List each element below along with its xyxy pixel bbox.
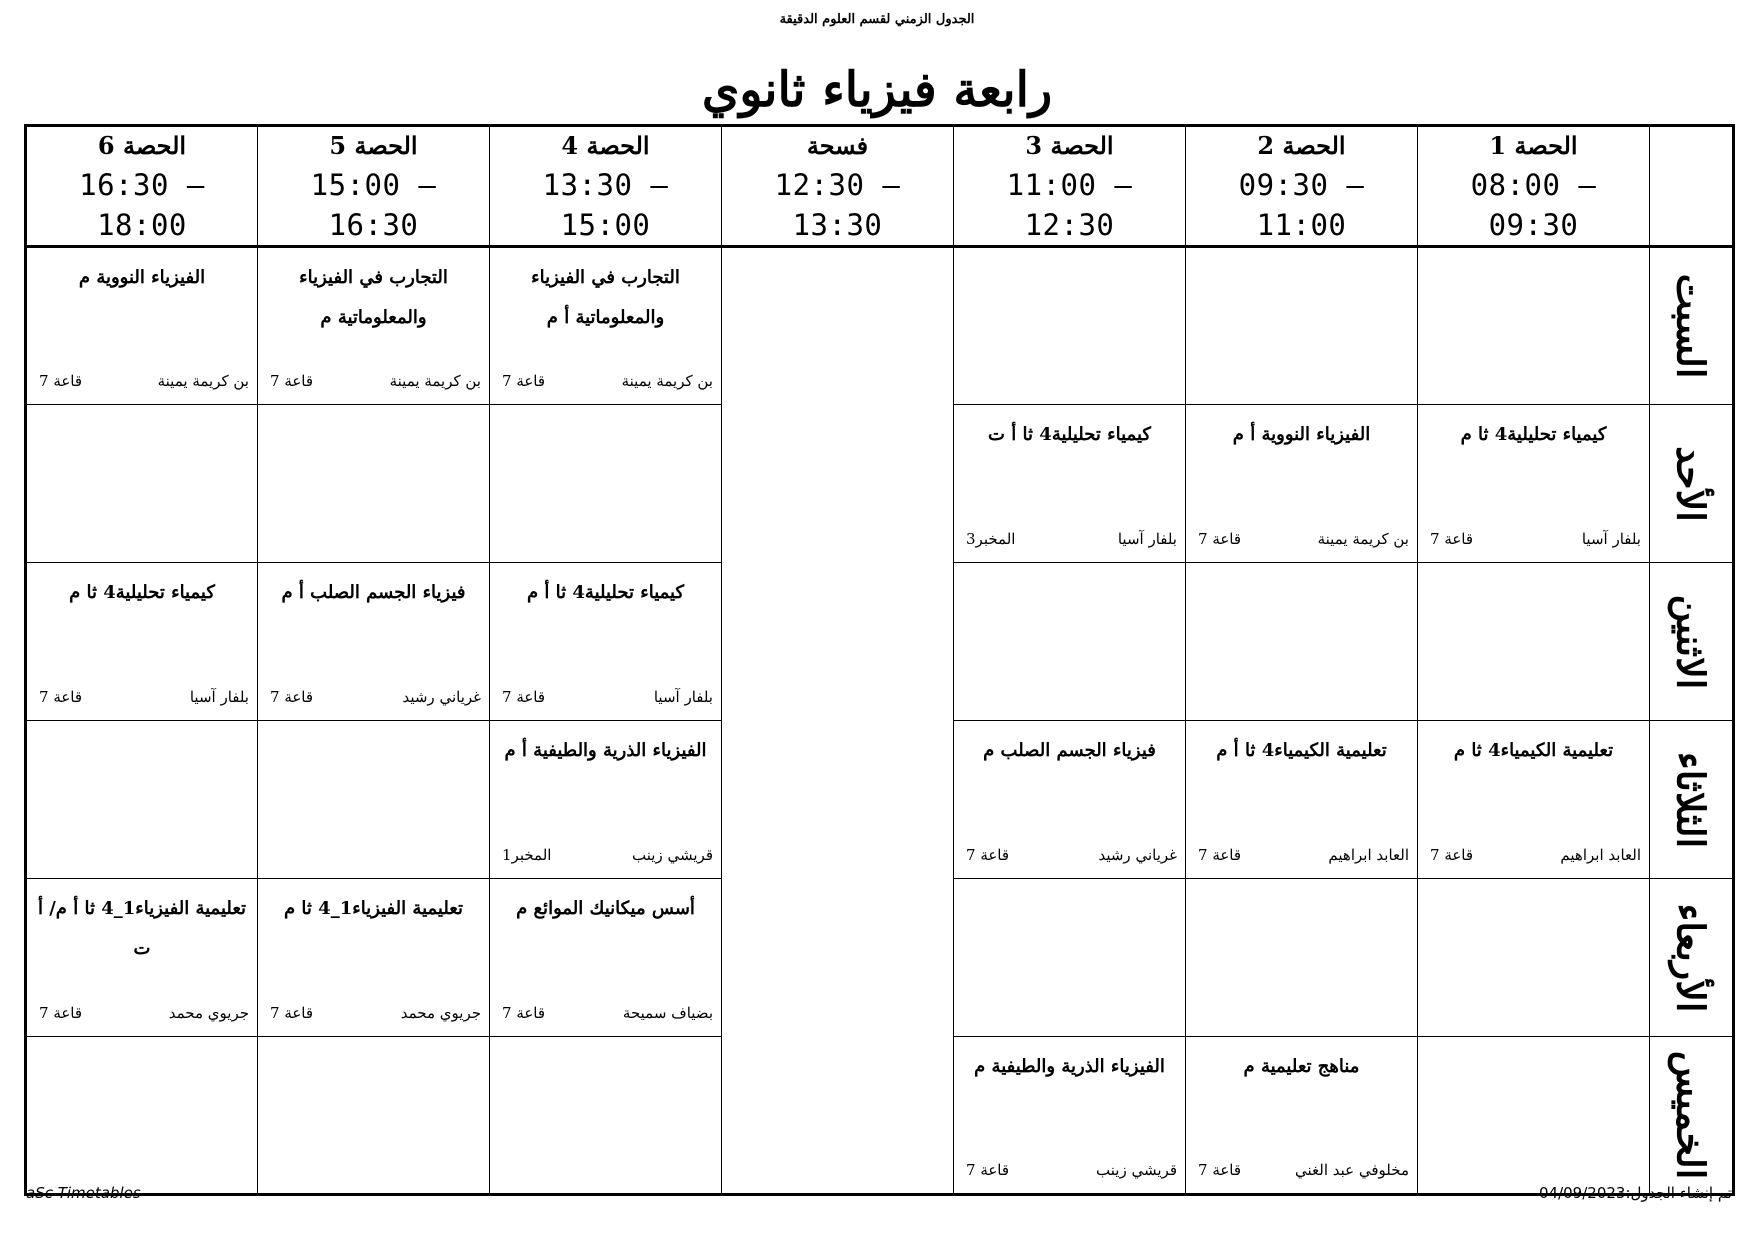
lesson-teacher: بلفار آسيا xyxy=(1581,530,1641,548)
lesson-subject: كيمياء تحليلية4 ثا أ ت xyxy=(988,424,1151,445)
header-caption: الجدول الزمني لقسم العلوم الدقيقة xyxy=(779,12,975,27)
lesson-subject: تعليمية الكيمياء4 ثا م xyxy=(1453,740,1614,761)
break-column xyxy=(722,247,954,1195)
day-name: الاثنين xyxy=(1668,594,1714,689)
period-header xyxy=(954,126,1186,247)
lesson-teacher: جريوي محمد xyxy=(400,1004,481,1022)
period-header xyxy=(258,126,490,247)
empty-cell xyxy=(1186,563,1418,721)
day-name-cell xyxy=(1650,1037,1734,1195)
period-header xyxy=(26,126,258,247)
lesson-teacher: بلفار آسيا xyxy=(653,688,713,706)
day-row xyxy=(26,247,1734,405)
lesson-teacher: بن كريمة يمينة xyxy=(621,372,713,390)
day-name: الأربعاء xyxy=(1668,903,1714,1012)
lesson-room: قاعة 7 xyxy=(1198,846,1242,864)
lesson-teacher: بن كريمة يمينة xyxy=(389,372,481,390)
lesson-subject: التجارب في الفيزياء والمعلوماتية م xyxy=(299,267,448,328)
lesson-cell xyxy=(490,721,722,879)
day-name: الأحد xyxy=(1668,445,1714,522)
lesson-cell xyxy=(26,247,258,405)
period-time: 11:00 – 12:30 xyxy=(1006,168,1133,242)
lesson-subject: الفيزياء الذرية والطيفية أ م xyxy=(504,740,707,761)
empty-cell xyxy=(1418,247,1650,405)
lesson-cell xyxy=(1186,405,1418,563)
period-time: 09:30 – 11:00 xyxy=(1238,168,1365,242)
lesson-cell xyxy=(490,879,722,1037)
lesson-cell xyxy=(258,563,490,721)
empty-cell xyxy=(26,405,258,563)
period-time: 12:30 – 13:30 xyxy=(774,168,901,242)
lesson-cell xyxy=(490,563,722,721)
empty-cell xyxy=(954,563,1186,721)
timetable xyxy=(24,124,1735,1196)
day-name-cell xyxy=(1650,563,1734,721)
lesson-subject: فيزياء الجسم الصلب أ م xyxy=(281,582,466,603)
period-header xyxy=(1418,126,1650,247)
lesson-subject: فيزياء الجسم الصلب م xyxy=(983,740,1156,761)
lesson-cell xyxy=(954,1037,1186,1195)
lesson-room: قاعة 7 xyxy=(1198,530,1242,548)
lesson-teacher: قريشي زينب xyxy=(632,846,713,864)
lesson-teacher: العابد ابراهيم xyxy=(1328,846,1409,864)
lesson-cell xyxy=(1418,405,1650,563)
lesson-subject: الفيزياء النووية أ م xyxy=(1232,424,1371,445)
lesson-teacher: جريوي محمد xyxy=(168,1004,249,1022)
lesson-subject: الفيزياء النووية م xyxy=(78,267,206,288)
day-name: الثلاثاء xyxy=(1668,751,1714,848)
software-credit: aSc Timetables xyxy=(26,1184,141,1202)
lesson-teacher: غرياني رشيد xyxy=(1098,846,1177,864)
lesson-cell xyxy=(258,879,490,1037)
day-name: السبت xyxy=(1668,273,1714,379)
empty-cell xyxy=(1186,879,1418,1037)
lesson-subject: كيمياء تحليلية4 ثا أ م xyxy=(526,582,685,603)
period-label: الحصة 3 xyxy=(1025,131,1114,160)
lesson-cell xyxy=(954,721,1186,879)
lesson-room: قاعة 7 xyxy=(270,1004,314,1022)
empty-cell xyxy=(258,1037,490,1195)
lesson-teacher: العابد ابراهيم xyxy=(1560,846,1641,864)
period-time: 08:00 – 09:30 xyxy=(1470,168,1597,242)
lesson-room: قاعة 7 xyxy=(1198,1161,1242,1179)
lesson-cell xyxy=(1186,1037,1418,1195)
lesson-cell xyxy=(1186,721,1418,879)
lesson-subject: تعليمية الكيمياء4 ثا أ م xyxy=(1216,740,1387,761)
day-name: الخميس xyxy=(1668,1050,1714,1180)
day-name-cell xyxy=(1650,879,1734,1037)
day-name-cell xyxy=(1650,247,1734,405)
lesson-room: قاعة 7 xyxy=(39,688,83,706)
empty-cell xyxy=(954,247,1186,405)
day-name-cell xyxy=(1650,721,1734,879)
period-label: فسحة xyxy=(806,131,869,160)
period-label: الحصة 6 xyxy=(97,131,187,160)
lesson-cell xyxy=(258,247,490,405)
lesson-subject: كيمياء تحليلية4 ثا م xyxy=(1460,424,1607,445)
day-name-cell xyxy=(1650,405,1734,563)
lesson-subject: التجارب في الفيزياء والمعلوماتية أ م xyxy=(531,267,680,328)
lesson-room: قاعة 7 xyxy=(39,372,83,390)
empty-cell xyxy=(258,721,490,879)
lesson-teacher: بن كريمة يمينة xyxy=(157,372,249,390)
period-time: 16:30 – 18:00 xyxy=(79,168,205,242)
lesson-subject: أسس ميكانيك الموائع م xyxy=(516,898,695,919)
lesson-teacher: غرياني رشيد xyxy=(402,688,481,706)
lesson-cell xyxy=(954,405,1186,563)
lesson-cell xyxy=(490,247,722,405)
page-title: رابعة فيزياء ثانوي xyxy=(701,62,1053,118)
empty-cell xyxy=(1418,1037,1650,1195)
period-label: الحصة 1 xyxy=(1489,131,1578,160)
creation-date: تم إنشاء الجدول:04/09/2023 xyxy=(1539,1184,1732,1202)
period-time: 13:30 – 15:00 xyxy=(542,168,669,242)
lesson-room: قاعة 7 xyxy=(966,846,1010,864)
lesson-subject: تعليمية الفيزياء1_4 ثا م xyxy=(284,898,463,919)
lesson-room: قاعة 7 xyxy=(966,1161,1010,1179)
lesson-room: قاعة 7 xyxy=(502,688,546,706)
lesson-teacher: بضياف سميحة xyxy=(622,1004,713,1022)
period-label: الحصة 5 xyxy=(329,131,418,160)
period-label: الحصة 4 xyxy=(561,131,650,160)
lesson-cell xyxy=(26,879,258,1037)
lesson-room: قاعة 7 xyxy=(502,372,546,390)
lesson-room: قاعة 7 xyxy=(1430,846,1474,864)
empty-cell xyxy=(258,405,490,563)
period-header-row xyxy=(26,126,1734,247)
empty-cell xyxy=(490,405,722,563)
lesson-room: قاعة 7 xyxy=(270,372,314,390)
period-header xyxy=(1186,126,1418,247)
empty-cell xyxy=(1186,247,1418,405)
period-time: 15:00 – 16:30 xyxy=(310,168,437,242)
lesson-teacher: بلفار آسيا xyxy=(1117,530,1177,548)
lesson-room: قاعة 7 xyxy=(270,688,314,706)
lesson-room: قاعة 7 xyxy=(502,1004,546,1022)
empty-cell xyxy=(26,1037,258,1195)
lesson-room: المخبر3 xyxy=(966,530,1016,548)
lesson-subject: تعليمية الفيزياء1_4 ثا أ م/ أ ت xyxy=(37,898,247,959)
lesson-subject: كيمياء تحليلية4 ثا م xyxy=(69,582,215,603)
lesson-cell xyxy=(26,563,258,721)
lesson-subject: الفيزياء الذرية والطيفية م xyxy=(974,1056,1165,1077)
lesson-teacher: بلفار آسيا xyxy=(189,688,249,706)
empty-cell xyxy=(1418,879,1650,1037)
lesson-room: المخبر1 xyxy=(502,846,552,864)
lesson-room: قاعة 7 xyxy=(39,1004,83,1022)
period-label: الحصة 2 xyxy=(1257,131,1346,160)
empty-cell xyxy=(26,721,258,879)
period-header xyxy=(490,126,722,247)
lesson-teacher: بن كريمة يمينة xyxy=(1317,530,1409,548)
lesson-room: قاعة 7 xyxy=(1430,530,1474,548)
corner-cell xyxy=(1650,126,1734,247)
lesson-cell xyxy=(1418,721,1650,879)
lesson-teacher: مخلوفي عبد الغني xyxy=(1295,1161,1409,1179)
empty-cell xyxy=(490,1037,722,1195)
lesson-teacher: قريشي زينب xyxy=(1096,1161,1177,1179)
period-header xyxy=(722,126,954,247)
empty-cell xyxy=(1418,563,1650,721)
lesson-subject: مناهج تعليمية م xyxy=(1243,1056,1360,1077)
empty-cell xyxy=(954,879,1186,1037)
